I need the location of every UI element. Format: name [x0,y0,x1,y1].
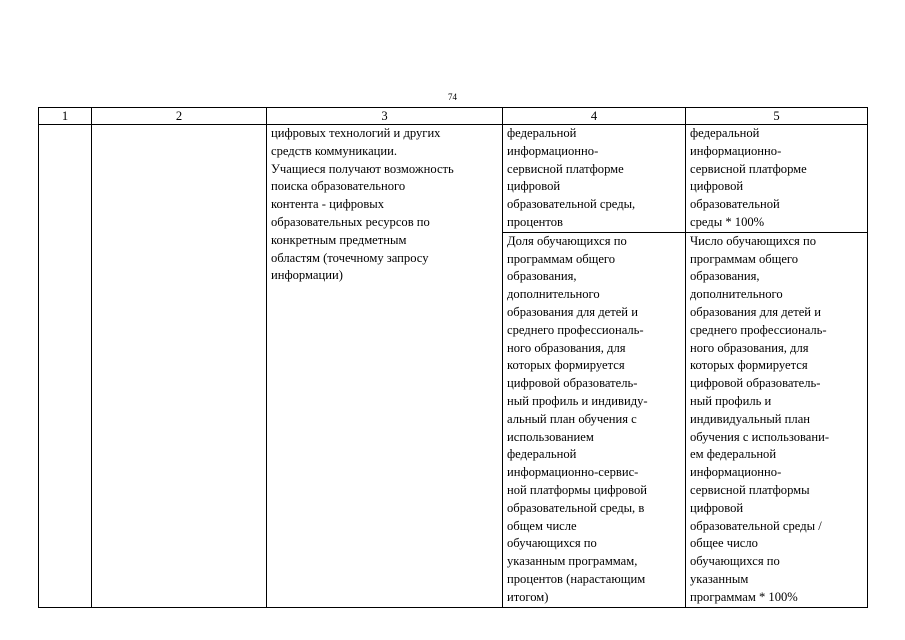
formula-text-continued: федеральной информационно- сервисной платформе цифровой образовательной среды * 100% [690,126,807,229]
cell-col5-formula-continued [686,125,868,233]
cell-col1 [39,125,92,608]
cell-col2 [92,125,267,608]
column-header-2: 2 [92,108,267,125]
column-header-5: 5 [686,108,868,125]
description-text: цифровых технологий и других средств коммуникации. Учащиеся получают возможность поиска образовательного контента - цифровых образовательных ресурсов по конкретным предметным областям (точечному запросу информации) [271,126,454,283]
column-header-4: 4 [503,108,686,125]
indicator-text-continued: федеральной информационно- сервисной платформе цифровой образовательной среды, процентов [507,126,636,229]
table-row [39,125,868,233]
page-number: 74 [448,92,457,102]
document-table [38,107,868,608]
cell-col4-indicator [503,232,686,607]
cell-col3-description [267,125,503,608]
column-header-3: 3 [267,108,503,125]
cell-col5-formula [686,232,868,607]
cell-col4-indicator-continued [503,125,686,233]
formula-text: Число обучающихся по программам общего образования, дополнительного образования для детей и среднего профессиональ- ного образования, для которых формируется цифровой образователь- ный профиль и индивидуальный план обучения с использовани- ем федеральной информационно- сервисной платформы цифровой образовательной среды / общее число обучающихся по указанным программам * 100% [690,233,830,604]
table-header-row [39,108,868,125]
indicator-text: Доля обучающихся по программам общего образования, дополнительного образования для детей и среднего профессиональ- ного образования, для которых формируется цифровой образователь- ный профиль и индивиду- альный план обучения с использованием федеральной информационно-сервис- ной платформы цифровой образовательной среды, в общем числе обучающихся по указанным программам, процентов (нарастающим итогом) [507,233,648,604]
column-header-1: 1 [39,108,92,125]
